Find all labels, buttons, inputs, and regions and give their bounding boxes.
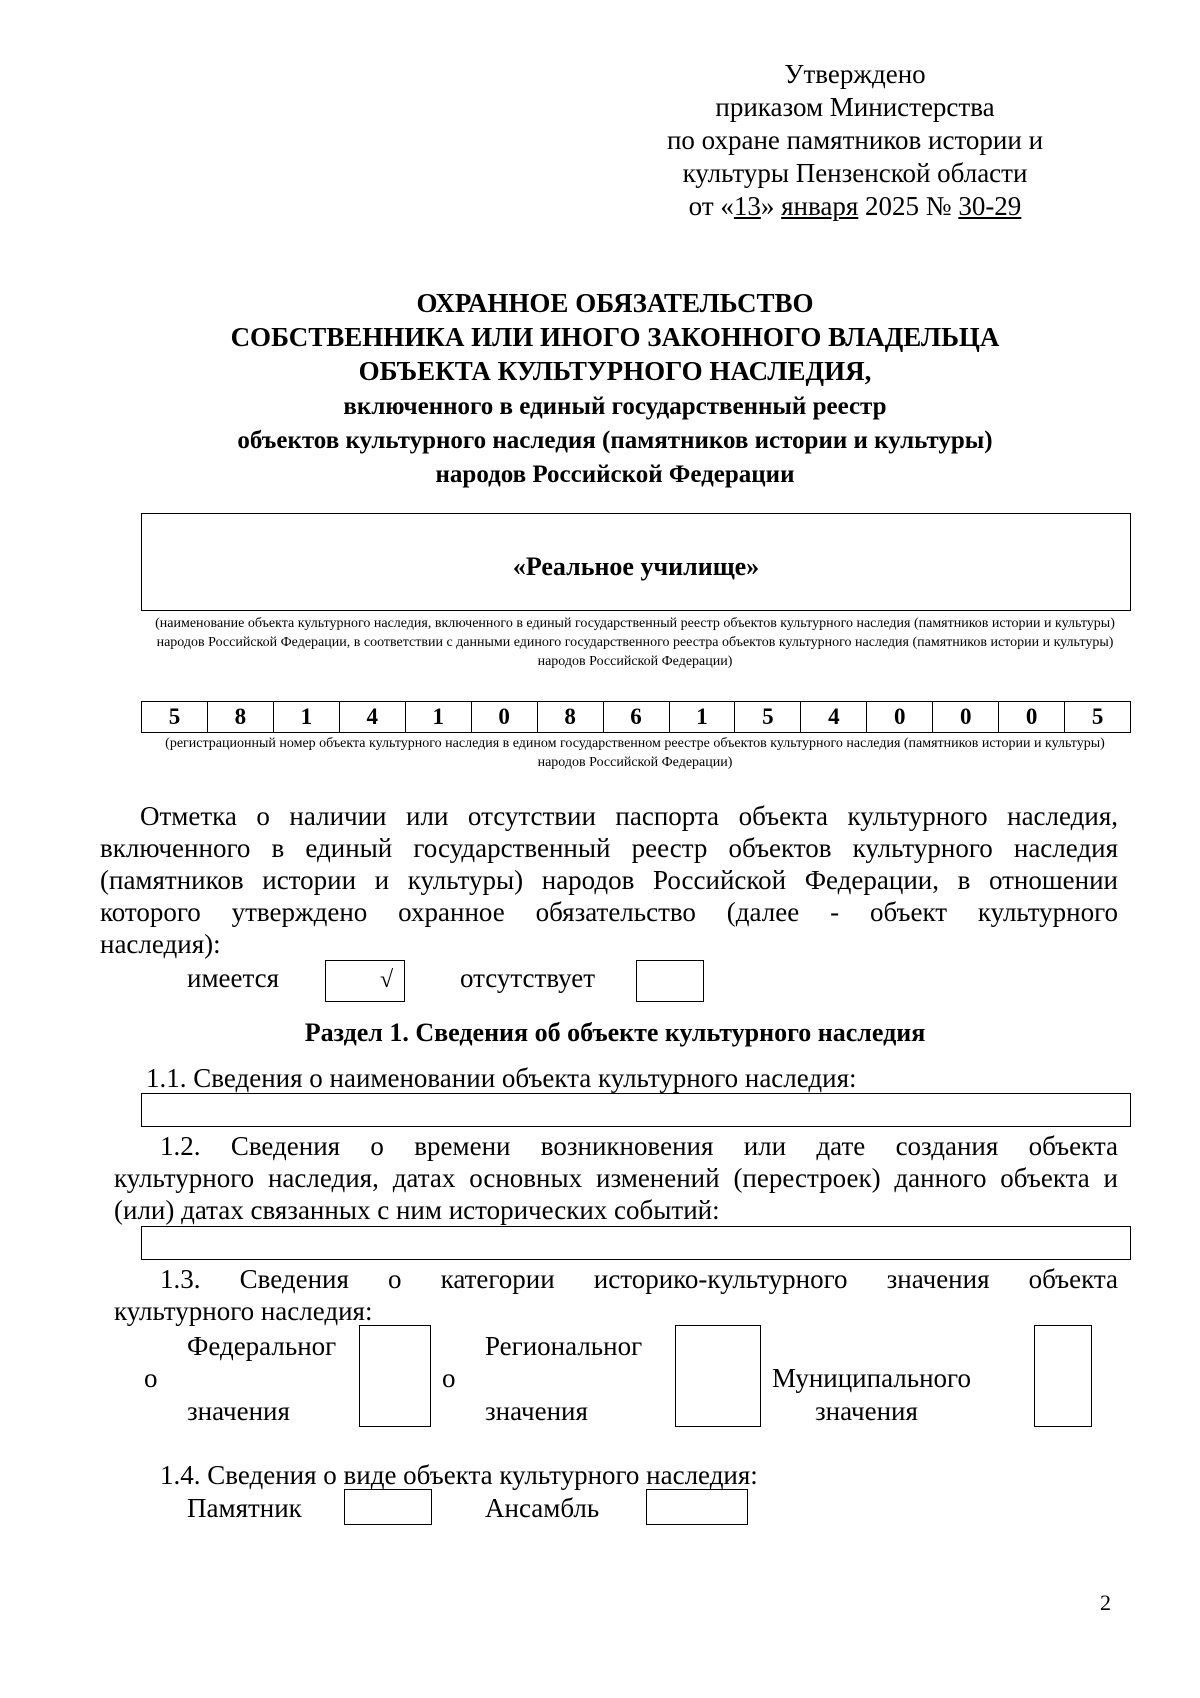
doc-title-line: народов Российской Федерации [435, 461, 795, 488]
federal-label-suffix: о [144, 1363, 158, 1393]
monument-label: Памятник [187, 1493, 302, 1523]
federal-label: Федеральног [187, 1331, 337, 1361]
municipal-label: Муниципального [772, 1363, 971, 1393]
reg-number-digit: 4 [800, 702, 866, 732]
regional-label-value: значения [485, 1396, 588, 1426]
approval-line: культуры Пензенской области [682, 158, 1028, 188]
approval-month: января [781, 191, 859, 221]
date-prefix: от « [688, 191, 734, 221]
reg-number-digit: 0 [866, 702, 932, 732]
passport-absent-checkbox[interactable] [636, 960, 704, 1002]
approval-day: 13 [733, 191, 761, 221]
date-mid: » [760, 191, 782, 221]
federal-checkbox[interactable] [359, 1325, 431, 1427]
doc-title-line: ОБЪЕКТА КУЛЬТУРНОГО НАСЛЕДИЯ, [358, 356, 872, 386]
approval-block [620, 58, 1090, 223]
municipal-label-value: значения [815, 1396, 918, 1426]
doc-title-line: объектов культурного наследия (памятников истории и культуры) [237, 427, 993, 454]
reg-number-digit: 4 [339, 702, 405, 732]
reg-number-digit: 8 [537, 702, 603, 732]
section-1-3-line: культурного наследия: [114, 1296, 373, 1326]
reg-number-digit: 8 [207, 702, 273, 732]
approval-year: 2025 № [858, 191, 959, 221]
doc-title-line: СОБСТВЕННИКА ИЛИ ИНОГО ЗАКОННОГО ВЛАДЕЛЬЦА [230, 322, 1000, 352]
reg-number-digit: 6 [603, 702, 669, 732]
reg-number-digit: 5 [734, 702, 800, 732]
ensemble-checkbox[interactable] [646, 1489, 748, 1525]
passport-has-label: имеется [187, 963, 280, 993]
federal-label-value: значения [187, 1396, 290, 1426]
registration-number-table [141, 701, 1131, 733]
reg-number-digit: 5 [168, 704, 181, 729]
section-1-2-line: (или) датах связанных с ним исторических событий: [114, 1195, 720, 1225]
regional-label-suffix: о [442, 1363, 456, 1393]
passport-line: Отметка о наличии или отсутствии паспорта объекта культурного наследия, [140, 801, 1118, 831]
passport-line: (памятников истории и культуры) народов Российской Федерации, в отношении [100, 865, 1118, 895]
section-1-4-label: 1.4. Сведения о виде объекта культурного наследия: [160, 1460, 758, 1490]
reg-number-digit: 1 [405, 702, 471, 732]
approval-number: 30-29 [958, 191, 1022, 221]
passport-line: которого утверждено охранное обязательство (далее - объект культурного [100, 897, 1118, 927]
section-1-2-line: культурного наследия, датах основных изменений (перестроек) данного объекта и [114, 1163, 1118, 1193]
approval-line: Утверждено [784, 59, 926, 89]
passport-line: наследия): [100, 929, 221, 959]
passport-line: включенного в единый государственный реестр объектов культурного наследия [100, 833, 1118, 863]
monument-checkbox[interactable] [344, 1489, 432, 1525]
object-name-box [141, 513, 1131, 611]
section-1-3-line: 1.3. Сведения о категории историко-культурного значения объекта [160, 1264, 1118, 1294]
approval-line: по охране памятников истории и [666, 125, 1044, 155]
regional-checkbox[interactable] [675, 1325, 761, 1427]
passport-has-checkbox[interactable] [325, 960, 405, 1002]
name-info-field[interactable] [141, 1093, 1131, 1127]
dates-info-field[interactable] [141, 1226, 1131, 1260]
regional-label: Региональног [485, 1331, 643, 1361]
object-name: «Реальное училище» [512, 552, 760, 581]
reg-number-digit: 5 [1064, 702, 1130, 732]
reg-number-digit: 0 [471, 702, 537, 732]
municipal-checkbox[interactable] [1034, 1325, 1092, 1427]
section-1-title: Раздел 1. Сведения об объекте культурного наследия [304, 1018, 926, 1047]
reg-number-digit: 1 [273, 702, 339, 732]
section-1-2-line: 1.2. Сведения о времени возникновения или дате создания объекта [160, 1131, 1118, 1161]
approval-date [620, 190, 1090, 223]
doc-title-line: включенного в единый государственный реестр [343, 393, 887, 420]
object-name-caption: (наименование объекта культурного наследия, включенного в единый государственный реестр объектов культурного наследия (памятников истории и культуры) народов Российской Федерации, в соответствии с данными единого государственного реестра объектов культурного наследия (памятников истории и культуры) народов Российской Федерации) [155, 616, 1115, 669]
passport-absent-label: отсутствует [460, 963, 596, 993]
ensemble-label: Ансамбль [485, 1493, 600, 1523]
doc-title-line: ОХРАННОЕ ОБЯЗАТЕЛЬСТВО [416, 288, 814, 318]
checkmark-icon: √ [380, 967, 394, 993]
page-number: 2 [1100, 1590, 1111, 1615]
reg-number-digit: 0 [932, 702, 998, 732]
reg-number-digit: 1 [669, 702, 735, 732]
section-1-1-label: 1.1. Сведения о наименовании объекта культурного наследия: [146, 1063, 857, 1093]
approval-line: приказом Министерства [715, 92, 995, 122]
reg-number-digit: 0 [998, 702, 1064, 732]
reg-number-caption: (регистрационный номер объекта культурного наследия в едином государственном реестре объектов культурного наследия (памятников истории и культуры) народов Российской Федерации) [165, 736, 1105, 770]
